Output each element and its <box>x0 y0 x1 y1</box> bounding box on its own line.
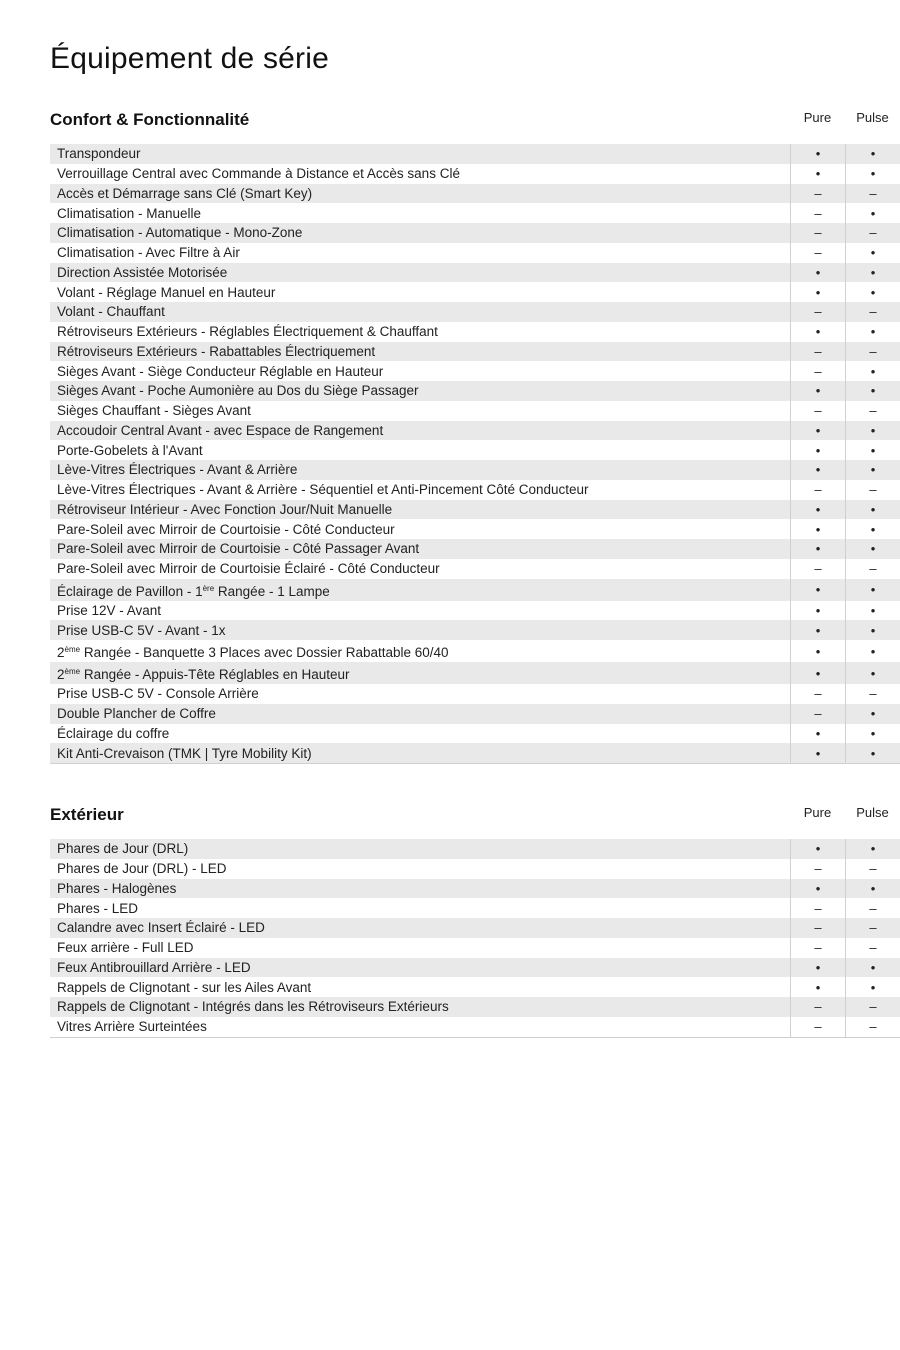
pulse-availability: • <box>846 263 900 283</box>
column-header-pure: Pure <box>803 805 832 820</box>
section-exterieur <box>50 799 900 1038</box>
feature-label: Phares - LED <box>50 898 791 918</box>
pure-availability: • <box>791 322 846 342</box>
pure-availability: – <box>791 1017 846 1037</box>
pulse-availability: – <box>846 401 900 421</box>
feature-label: Volant - Chauffant <box>50 302 791 322</box>
table-row <box>50 579 900 601</box>
table-row <box>50 684 900 704</box>
pure-availability: • <box>791 839 846 859</box>
equipment-table <box>50 144 900 764</box>
pure-availability: – <box>791 243 846 263</box>
table-row <box>50 620 900 640</box>
feature-label: Verrouillage Central avec Commande à Distance et Accès sans Clé <box>50 164 791 184</box>
pulse-availability: • <box>846 620 900 640</box>
feature-label: Éclairage du coffre <box>50 724 791 744</box>
pure-availability: • <box>791 601 846 621</box>
feature-label <box>50 579 791 601</box>
table-row <box>50 958 900 978</box>
table-row <box>50 223 900 243</box>
table-row <box>50 440 900 460</box>
table-row <box>50 879 900 899</box>
table-row <box>50 539 900 559</box>
table-row <box>50 480 900 500</box>
pulse-availability: – <box>846 859 900 879</box>
pulse-availability: • <box>846 500 900 520</box>
table-row <box>50 743 900 763</box>
feature-label: Porte-Gobelets à l'Avant <box>50 440 791 460</box>
pure-availability: – <box>791 184 846 204</box>
table-row <box>50 859 900 879</box>
pulse-availability: • <box>846 440 900 460</box>
pulse-availability: • <box>846 879 900 899</box>
pure-availability: • <box>791 144 846 164</box>
feature-label: Calandre avec Insert Éclairé - LED <box>50 918 791 938</box>
feature-label: Climatisation - Avec Filtre à Air <box>50 243 791 263</box>
pure-availability: – <box>791 361 846 381</box>
feature-label: Accoudoir Central Avant - avec Espace de Rangement <box>50 421 791 441</box>
table-row <box>50 282 900 302</box>
pulse-availability: – <box>846 184 900 204</box>
pure-availability: – <box>791 401 846 421</box>
pulse-availability: – <box>846 938 900 958</box>
pure-availability: • <box>791 579 846 601</box>
table-row <box>50 640 900 662</box>
pulse-availability: • <box>846 601 900 621</box>
feature-label: Lève-Vitres Électriques - Avant & Arrière <box>50 460 791 480</box>
pure-availability: • <box>791 164 846 184</box>
table-row <box>50 938 900 958</box>
pure-availability: • <box>791 539 846 559</box>
pure-availability: • <box>791 381 846 401</box>
pulse-availability: • <box>846 724 900 744</box>
table-row <box>50 724 900 744</box>
pulse-availability: • <box>846 977 900 997</box>
pulse-availability: • <box>846 539 900 559</box>
feature-label: Feux Antibrouillard Arrière - LED <box>50 958 791 978</box>
table-row <box>50 421 900 441</box>
feature-label: Sièges Avant - Poche Aumonière au Dos du Siège Passager <box>50 381 791 401</box>
pulse-availability: • <box>846 958 900 978</box>
pulse-availability: • <box>846 361 900 381</box>
pulse-availability: • <box>846 203 900 223</box>
table-row <box>50 918 900 938</box>
pulse-availability: • <box>846 743 900 763</box>
feature-label: Transpondeur <box>50 144 791 164</box>
pure-availability: • <box>791 640 846 662</box>
feature-label: Double Plancher de Coffre <box>50 704 791 724</box>
table-row <box>50 601 900 621</box>
page-title: Équipement de série <box>50 42 329 75</box>
table-row <box>50 500 900 520</box>
feature-label: Accès et Démarrage sans Clé (Smart Key) <box>50 184 791 204</box>
pulse-availability: • <box>846 460 900 480</box>
pulse-availability: • <box>846 519 900 539</box>
pulse-availability: – <box>846 684 900 704</box>
feature-label: Rappels de Clignotant - Intégrés dans les Rétroviseurs Extérieurs <box>50 997 791 1017</box>
table-row <box>50 559 900 579</box>
pulse-availability: • <box>846 640 900 662</box>
pure-availability: • <box>791 724 846 744</box>
pure-availability: • <box>791 263 846 283</box>
pure-availability: • <box>791 743 846 763</box>
pure-availability: – <box>791 302 846 322</box>
section-title: Extérieur <box>50 805 124 824</box>
pulse-availability: – <box>846 997 900 1017</box>
table-row <box>50 342 900 362</box>
feature-label: Pare-Soleil avec Mirroir de Courtoisie - Côté Conducteur <box>50 519 791 539</box>
pure-availability: – <box>791 684 846 704</box>
pure-availability: – <box>791 203 846 223</box>
label-superscript: ère <box>202 583 215 593</box>
pure-availability: – <box>791 223 846 243</box>
pulse-availability: • <box>846 704 900 724</box>
table-row <box>50 704 900 724</box>
feature-label: Vitres Arrière Surteintées <box>50 1017 791 1037</box>
pure-availability: • <box>791 620 846 640</box>
feature-label: Feux arrière - Full LED <box>50 938 791 958</box>
pure-availability: – <box>791 997 846 1017</box>
pulse-availability: – <box>846 302 900 322</box>
pure-availability: • <box>791 977 846 997</box>
table-row <box>50 243 900 263</box>
table-row <box>50 977 900 997</box>
table-row <box>50 361 900 381</box>
table-row <box>50 164 900 184</box>
label-part: Rangée - 1 Lampe <box>214 583 330 599</box>
pulse-availability: • <box>846 662 900 684</box>
table-row <box>50 519 900 539</box>
feature-label: Rétroviseurs Extérieurs - Rabattables Électriquement <box>50 342 791 362</box>
feature-label <box>50 640 791 662</box>
feature-label: Volant - Réglage Manuel en Hauteur <box>50 282 791 302</box>
column-header-pulse: Pulse <box>856 805 889 820</box>
feature-label: Direction Assistée Motorisée <box>50 263 791 283</box>
label-part: 2 <box>57 645 65 660</box>
pure-availability: • <box>791 460 846 480</box>
pure-availability: – <box>791 704 846 724</box>
table-row <box>50 401 900 421</box>
pulse-availability: – <box>846 918 900 938</box>
pulse-availability: • <box>846 381 900 401</box>
table-row <box>50 1017 900 1037</box>
feature-label: Pare-Soleil avec Mirroir de Courtoisie Éclairé - Côté Conducteur <box>50 559 791 579</box>
pure-availability: – <box>791 918 846 938</box>
pulse-availability: – <box>846 480 900 500</box>
pulse-availability: – <box>846 223 900 243</box>
feature-label: Phares de Jour (DRL) - LED <box>50 859 791 879</box>
equipment-table <box>50 839 900 1038</box>
pure-availability: • <box>791 282 846 302</box>
section-header <box>50 104 900 144</box>
column-header-pure: Pure <box>803 110 832 125</box>
table-row <box>50 898 900 918</box>
pulse-availability: – <box>846 559 900 579</box>
label-part: Rangée - Appuis-Tête Réglables en Hauteur <box>80 667 350 682</box>
feature-label: Sièges Avant - Siège Conducteur Réglable en Hauteur <box>50 361 791 381</box>
pure-availability: • <box>791 519 846 539</box>
section-confort <box>50 104 900 764</box>
section-title: Confort & Fonctionnalité <box>50 110 250 129</box>
feature-label: Pare-Soleil avec Mirroir de Courtoisie - Côté Passager Avant <box>50 539 791 559</box>
pure-availability: – <box>791 342 846 362</box>
label-superscript: ème <box>64 645 81 654</box>
pulse-availability: • <box>846 164 900 184</box>
pure-availability: • <box>791 879 846 899</box>
section-header <box>50 799 900 839</box>
table-row <box>50 997 900 1017</box>
table-row <box>50 263 900 283</box>
pulse-availability: • <box>846 421 900 441</box>
feature-label: Prise USB-C 5V - Avant - 1x <box>50 620 791 640</box>
feature-label: Kit Anti-Crevaison (TMK | Tyre Mobility Kit) <box>50 743 791 763</box>
pulse-availability: • <box>846 243 900 263</box>
label-part: Rangée - Banquette 3 Places avec Dossier Rabattable 60/40 <box>80 645 449 660</box>
feature-label: Rétroviseurs Extérieurs - Réglables Électriquement & Chauffant <box>50 322 791 342</box>
feature-label: Phares - Halogènes <box>50 879 791 899</box>
table-row <box>50 839 900 859</box>
table-row <box>50 184 900 204</box>
table-row <box>50 144 900 164</box>
pulse-availability: • <box>846 839 900 859</box>
feature-label: Rétroviseur Intérieur - Avec Fonction Jour/Nuit Manuelle <box>50 500 791 520</box>
pulse-availability: • <box>846 322 900 342</box>
pure-availability: – <box>791 859 846 879</box>
pure-availability: • <box>791 500 846 520</box>
pulse-availability: • <box>846 579 900 601</box>
pure-availability: – <box>791 559 846 579</box>
table-row <box>50 381 900 401</box>
feature-label: Prise USB-C 5V - Console Arrière <box>50 684 791 704</box>
feature-label: Climatisation - Manuelle <box>50 203 791 223</box>
label-part: Éclairage de Pavillon - 1 <box>57 583 203 599</box>
feature-label: Climatisation - Automatique - Mono-Zone <box>50 223 791 243</box>
pure-availability: – <box>791 480 846 500</box>
feature-label: Rappels de Clignotant - sur les Ailes Avant <box>50 977 791 997</box>
label-superscript: ème <box>64 667 81 676</box>
pure-availability: • <box>791 958 846 978</box>
table-row <box>50 460 900 480</box>
table-row <box>50 322 900 342</box>
pulse-availability: – <box>846 342 900 362</box>
pure-availability: – <box>791 898 846 918</box>
feature-label: Prise 12V - Avant <box>50 601 791 621</box>
feature-label: Lève-Vitres Électriques - Avant & Arrière - Séquentiel et Anti-Pincement Côté Conducteur <box>50 480 791 500</box>
pure-availability: – <box>791 938 846 958</box>
column-header-pulse: Pulse <box>856 110 889 125</box>
pulse-availability: • <box>846 144 900 164</box>
table-row <box>50 302 900 322</box>
pulse-availability: • <box>846 282 900 302</box>
table-row <box>50 203 900 223</box>
label-part: 2 <box>57 667 65 682</box>
pulse-availability: – <box>846 898 900 918</box>
pulse-availability: – <box>846 1017 900 1037</box>
feature-label <box>50 662 791 684</box>
feature-label: Sièges Chauffant - Sièges Avant <box>50 401 791 421</box>
pure-availability: • <box>791 421 846 441</box>
feature-label: Phares de Jour (DRL) <box>50 839 791 859</box>
table-row <box>50 662 900 684</box>
pure-availability: • <box>791 440 846 460</box>
pure-availability: • <box>791 662 846 684</box>
